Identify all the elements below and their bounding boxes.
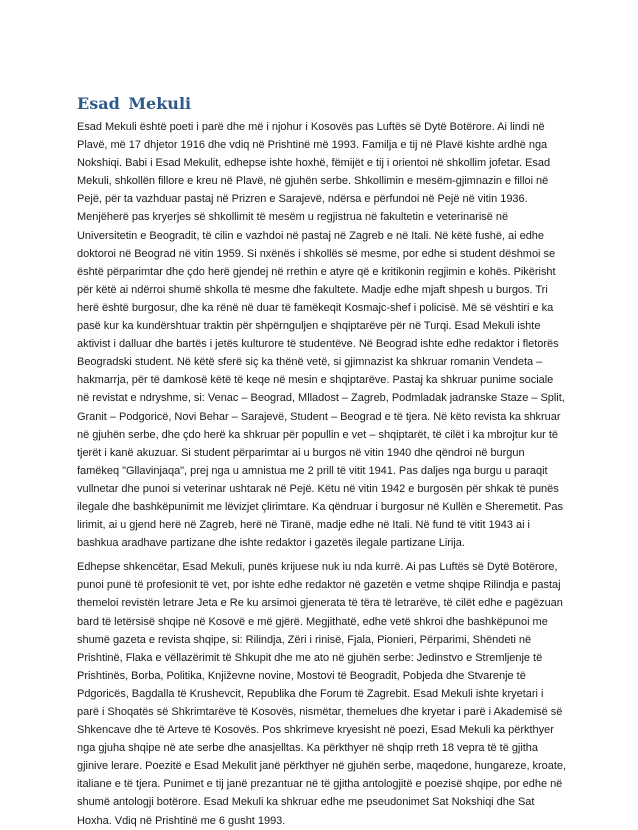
document-title: Esad Mekuli	[77, 94, 192, 113]
paragraph-career: Edhepse shkencëtar, Esad Mekuli, punës krijuese nuk iu nda kurrë. Ai pas Luftës së Dytë Botërore, punoi punë të profesionit të vet, por ishte edhe redaktor në gazetën e vetme shqipe Rilindja e pastaj themeloi revistën letrare Jeta e Re ku arsimoi gjenerata të tëra të letrarëve, të cilët edhe e pagëzuan bard të letërsisë shqipe në Kosovë e më gjërë. Megjithatë, edhe vetë shkroi dhe bashkëpunoi me shumë gazeta e revista shqipe, si: Rilindja, Zëri i rinisë, Fjala, Pionieri, Përparimi, Shëndeti në Prishtinë, Flaka e vëllazërimit të Shkupit dhe me ato në gjuhën serbe: Jedinstvo e Stremljenje të Prishtinës, Borba, Politika, Književne novine, Mostovi të Beogradit, Pobjeda dhe Stvarenje të Pdgoricës, Bagdalla të Krushevcit, Republika dhe Forum të Zagrebit. Esad Mekuli ishte kryetari i parë i Shoqatës së Shkrimtarëve të Kosovës, nismëtar, themelues dhe kryetar i parë i Akademisë së Shkencave dhe të Arteve të Kosovës. Pos shkrimeve kryesisht në poezi, Esad Mekuli ka përkthyer nga gjuha shqipe në ate serbe dhe anasjelltas. Ka përkthyer në shqip rreth 18 vepra të të gjitha gjinive lerare. Poezitë e Esad Mekulit janë përkthyer në gjuhën serbe, maqedone, hungareze, kroate, italiane e të tjera. Punimet e tij janë prezantuar në të gjitha antologjitë e poezisë shqipe, por edhe në shumë antologji botërore. Esad Mekuli ka shkruar edhe me pseudonimet Sat Nokshiqi dhe Sat Hoxha. Vdiq në Prishtinë me 6 gusht 1993.	[77, 561, 567, 827]
paragraph-biography: Esad Mekuli është poeti i parë dhe më i njohur i Kosovës pas Luftës së Dytë Botërore. Ai lindi në Plavë, më 17 dhjetor 1916 dhe vdiq në Prishtinë më 1993. Familja e tij në Plavë kishte ardhë nga Nokshiqi. Babi i Esad Mekulit, edhepse ishte hoxhë, fëmijët e tij i orientoi në shkollim jofetar. Esad Mekuli, shkollën fillore e kreu në Plavë, në gjuhën serbe. Shkollimin e mesëm-gjimnazin e filloi në Pejë, për ta vazhduar pastaj në Prizren e Sarajevë, ndërsa e përfundoi në Pejë në vitin 1936. Menjëherë pas kryerjes së shkollimit të mesëm u regjistrua në fakultetin e veterinarisë në Universitetin e Beogradit, të cilin e vazhdoi në pastaj në Zagreb e në Itali. Në këtë fushë, ai edhe doktoroi në Beograd në vitin 1959. Si nxënës i shkollës së mesme, por edhe si student dëshmoi se është përparimtar dhe çdo herë gjendej në rrethin e atyre që e kritikonin regjimin e kohës. Pikërisht për këtë ai ndërroi shumë shkolla të mesme dhe fakultete. Madje edhe mjaft shpesh u burgos. Tri herë është burgosur, dhe ka rënë në duar të famëkeqit Kosmajc-shef i policisë. Më së vështiri e ka pasë kur ka kundërshtuar traktin për shpërnguljen e shqiptarëve për në Turqi. Esad Mekuli ishte aktivist i dalluar dhe bartës i jetës kulturore të studentëve. Në Beograd ishte edhe redaktor i fletorës Beogradski student. Në këtë sferë siç ka thënë vetë, si gjimnazist ka shkruar romanin Vendeta – hakmarrja, për të damkosë këtë të keqe në mesin e shqiptarëve. Pastaj ka shkruar punime sociale në revistat e ndryshme, si: Venac – Beograd, Mlladost – Zagreb, Podmladak jadranske Staze – Split, Granit – Podgoricë, Novi Behar – Sarajevë, Student – Beograd e të tjera. Në këto revista ka shkruar në gjuhën serbe, dhe çdo herë ka shkruar për popullin e vet – shqiptarët, të cilët i ka mbrojtur kur të tjerët i kanë akuzuar. Si student përparimtar ai u burgos në vitin 1940 dhe qëndroi në burgun famëkeq "Gllavinjaqa", prej nga u amnistua me 2 prill të vitit 1941. Pas daljes nga burgu u paraqit vullnetar dhe punoi si veterinar ushtarak në Pejë. Këtu në vitin 1942 e burgosën për shkak të punës ilegale dhe bashkëpunimit me lëvizjet çlirimtare. Ka qëndruar i burgosur në Kullën e Sheremetit. Pas lirimit, ai u gjend herë në Zagreb, herë në Tiranë, madje edhe në Itali. Në fund të vitit 1943 ai i bashkua aradhave partizane dhe ishte redaktor i gazetës ilegale partizane Lirija.	[77, 121, 565, 550]
document-body	[77, 94, 567, 830]
